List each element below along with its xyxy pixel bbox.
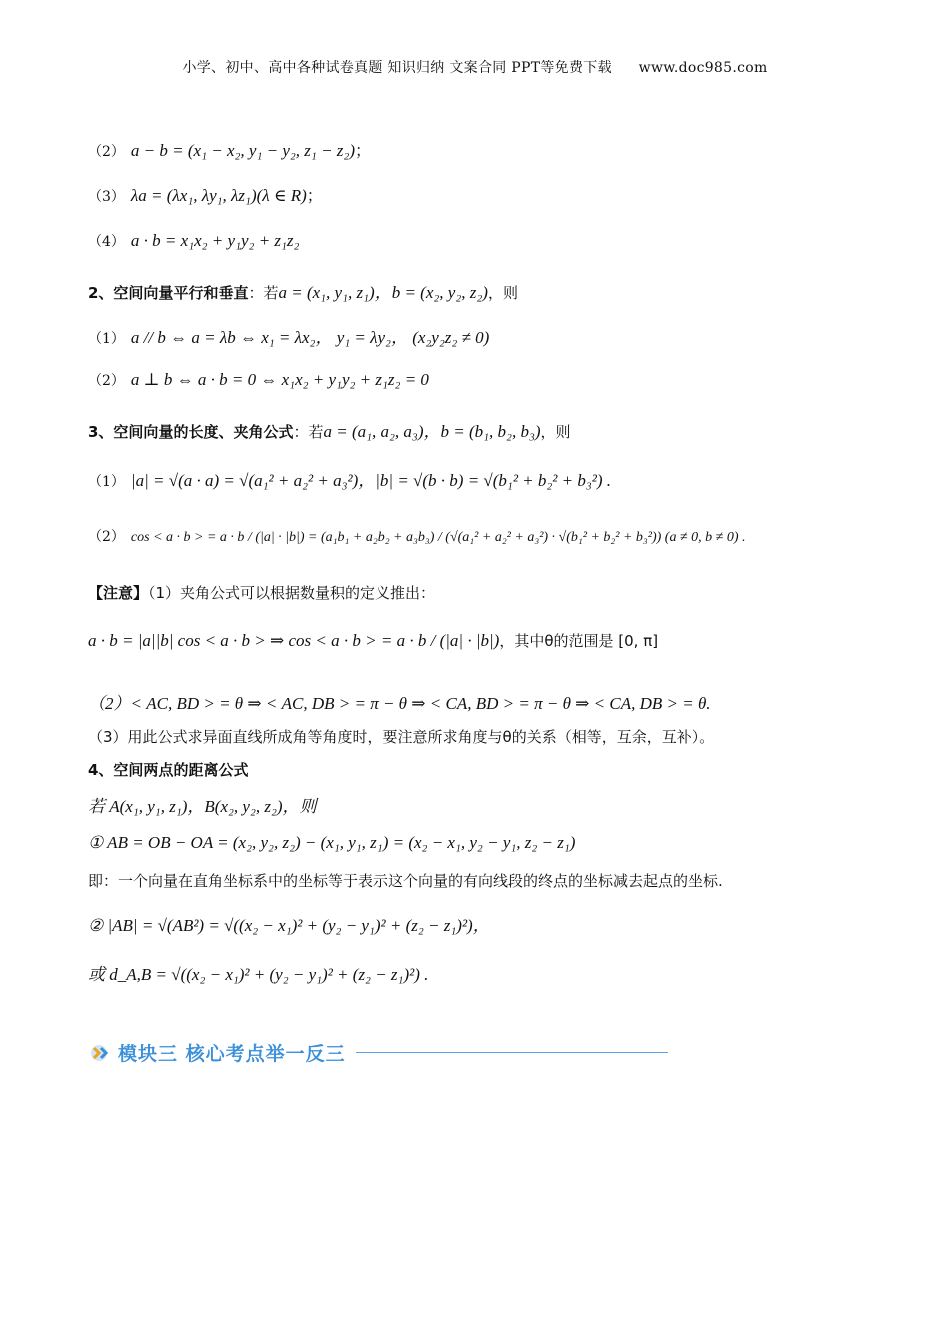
module-banner (90, 1039, 668, 1066)
formula: a · b = |a||b| cos < a · b > ⇒ cos < a · b > = a · b / (|a| · |b|) (88, 631, 500, 650)
item-number: （1） (88, 474, 125, 490)
note-line-1 (88, 582, 890, 603)
formula: ② |AB| = √(AB²) = √((x₂ − x₁)² + (y₂ − y₁)² + (z₂ − z₁)²)， (88, 916, 490, 935)
note-tag: 【注意】 (88, 584, 149, 602)
formula: a · b = x₁x₂ + y₁y₂ + z₁z₂ (130, 231, 300, 250)
note-line-3 (88, 726, 890, 747)
note-line-2 (88, 689, 890, 714)
note-formula-line (88, 630, 890, 651)
item-number: （2） (88, 529, 125, 545)
formula: ① AB = OB − OA = (x₂, y₂, z₂) − (x₁, y₁, z₁) = (x₂ − x₁, y₂ − y₁, z₂ − z₁) (88, 833, 576, 852)
op-line-3 (88, 183, 890, 206)
punct: ； (306, 186, 323, 205)
item-number: （4） (88, 234, 125, 250)
formula: （2）< AC, BD > = θ ⇒ < AC, DB > = π − θ ⇒ < CA, BD > = π − θ ⇒ < CA, DB > = θ. (88, 694, 711, 713)
section4-formula-3 (88, 960, 890, 985)
condition: a = (x₁, y₁, z₁)，b = (x₂, y₂, z₂) (278, 283, 488, 302)
formula: λa = (λx₁, λy₁, λz₁)(λ ∈ R) (130, 186, 307, 205)
header-text: 小学、初中、高中各种试卷真题 知识归纳 文案合同 PPT等免费下载 (182, 60, 612, 76)
section2-item-1 (88, 323, 890, 348)
formula: |a| = √(a · a) = √(a₁² + a₂² + a₃²)，|b| = √(b · b) = √(b₁² + b₂² + b₃²) . (130, 471, 612, 490)
item-number: （1） (88, 331, 125, 347)
section3-item-1 (88, 466, 890, 491)
section4-heading-line (88, 759, 890, 780)
note-text: （1）夹角公式可以根据数量积的定义推出： (148, 584, 436, 602)
section4-condition (88, 792, 890, 817)
section4-formula-2 (88, 911, 890, 936)
section4-formula-1 (88, 833, 890, 853)
section2-heading-line (88, 278, 890, 303)
formula: cos < a · b > = a · b / (|a| · |b|) = (a₁b₁ + a₂b₂ + a₃b₃) / (√(a₁² + a₂² + a₃²) · √(b₁² + b₂² + b₃²)) (a ≠ 0, b ≠ 0) . (130, 530, 746, 545)
section3-item-2 (88, 526, 890, 546)
formula: a ⊥ b ⇔ a · b = 0 ⇔ x₁x₂ + y₁y₂ + z₁z₂ = 0 (130, 370, 429, 389)
formula: 或 d_A,B = √((x₂ − x₁)² + (y₂ − y₁)² + (z₂ − z₁)²) . (88, 965, 429, 984)
note-tail: ，其中θ的范围是 [0, π] (499, 632, 659, 650)
section4-explain (88, 870, 890, 891)
item-number: （2） (88, 144, 125, 160)
formula: a − b = (x₁ − x₂, y₁ − y₂, z₁ − z₂) (130, 141, 355, 160)
section2-item-2 (88, 370, 890, 390)
section-heading: 3、空间向量的长度、夹角公式 (88, 423, 294, 441)
module-divider (356, 1052, 668, 1054)
tail-text: ，则 (487, 284, 518, 302)
condition: 若 A(x₁, y₁, z₁)，B(x₂, y₂, z₂)，则 (88, 797, 317, 816)
section3-heading-line (88, 417, 890, 442)
op-line-4 (88, 231, 890, 251)
page-header (0, 57, 950, 77)
item-number: （2） (88, 373, 125, 389)
condition: a = (a₁, a₂, a₃)，b = (b₁, b₂, b₃) (323, 422, 541, 441)
tail-text: ，则 (540, 423, 571, 441)
header-url[interactable]: www.doc985.com (638, 60, 768, 76)
double-chevron-icon (90, 1043, 114, 1063)
section-heading: 2、空间向量平行和垂直 (88, 284, 249, 302)
module-title: 模块三 核心考点举一反三 (118, 1043, 346, 1065)
punct: ； (354, 141, 371, 160)
colon-text: ：若 (248, 284, 279, 302)
explain-text: 即：一个向量在直角坐标系中的坐标等于表示这个向量的有向线段的终点的坐标减去起点的坐标. (88, 872, 723, 890)
section-heading: 4、空间两点的距离公式 (88, 761, 249, 779)
op-line-2 (88, 138, 890, 161)
formula: a // b ⇔ a = λb ⇔ x₁ = λx₂， y₁ = λy₂， (x₂y₂z₂ ≠ 0) (130, 328, 490, 347)
colon-text: ：若 (293, 423, 324, 441)
note-text: （3）用此公式求异面直线所成角等角度时，要注意所求角度与θ的关系（相等，互余，互补）。 (88, 728, 715, 746)
item-number: （3） (88, 189, 125, 205)
